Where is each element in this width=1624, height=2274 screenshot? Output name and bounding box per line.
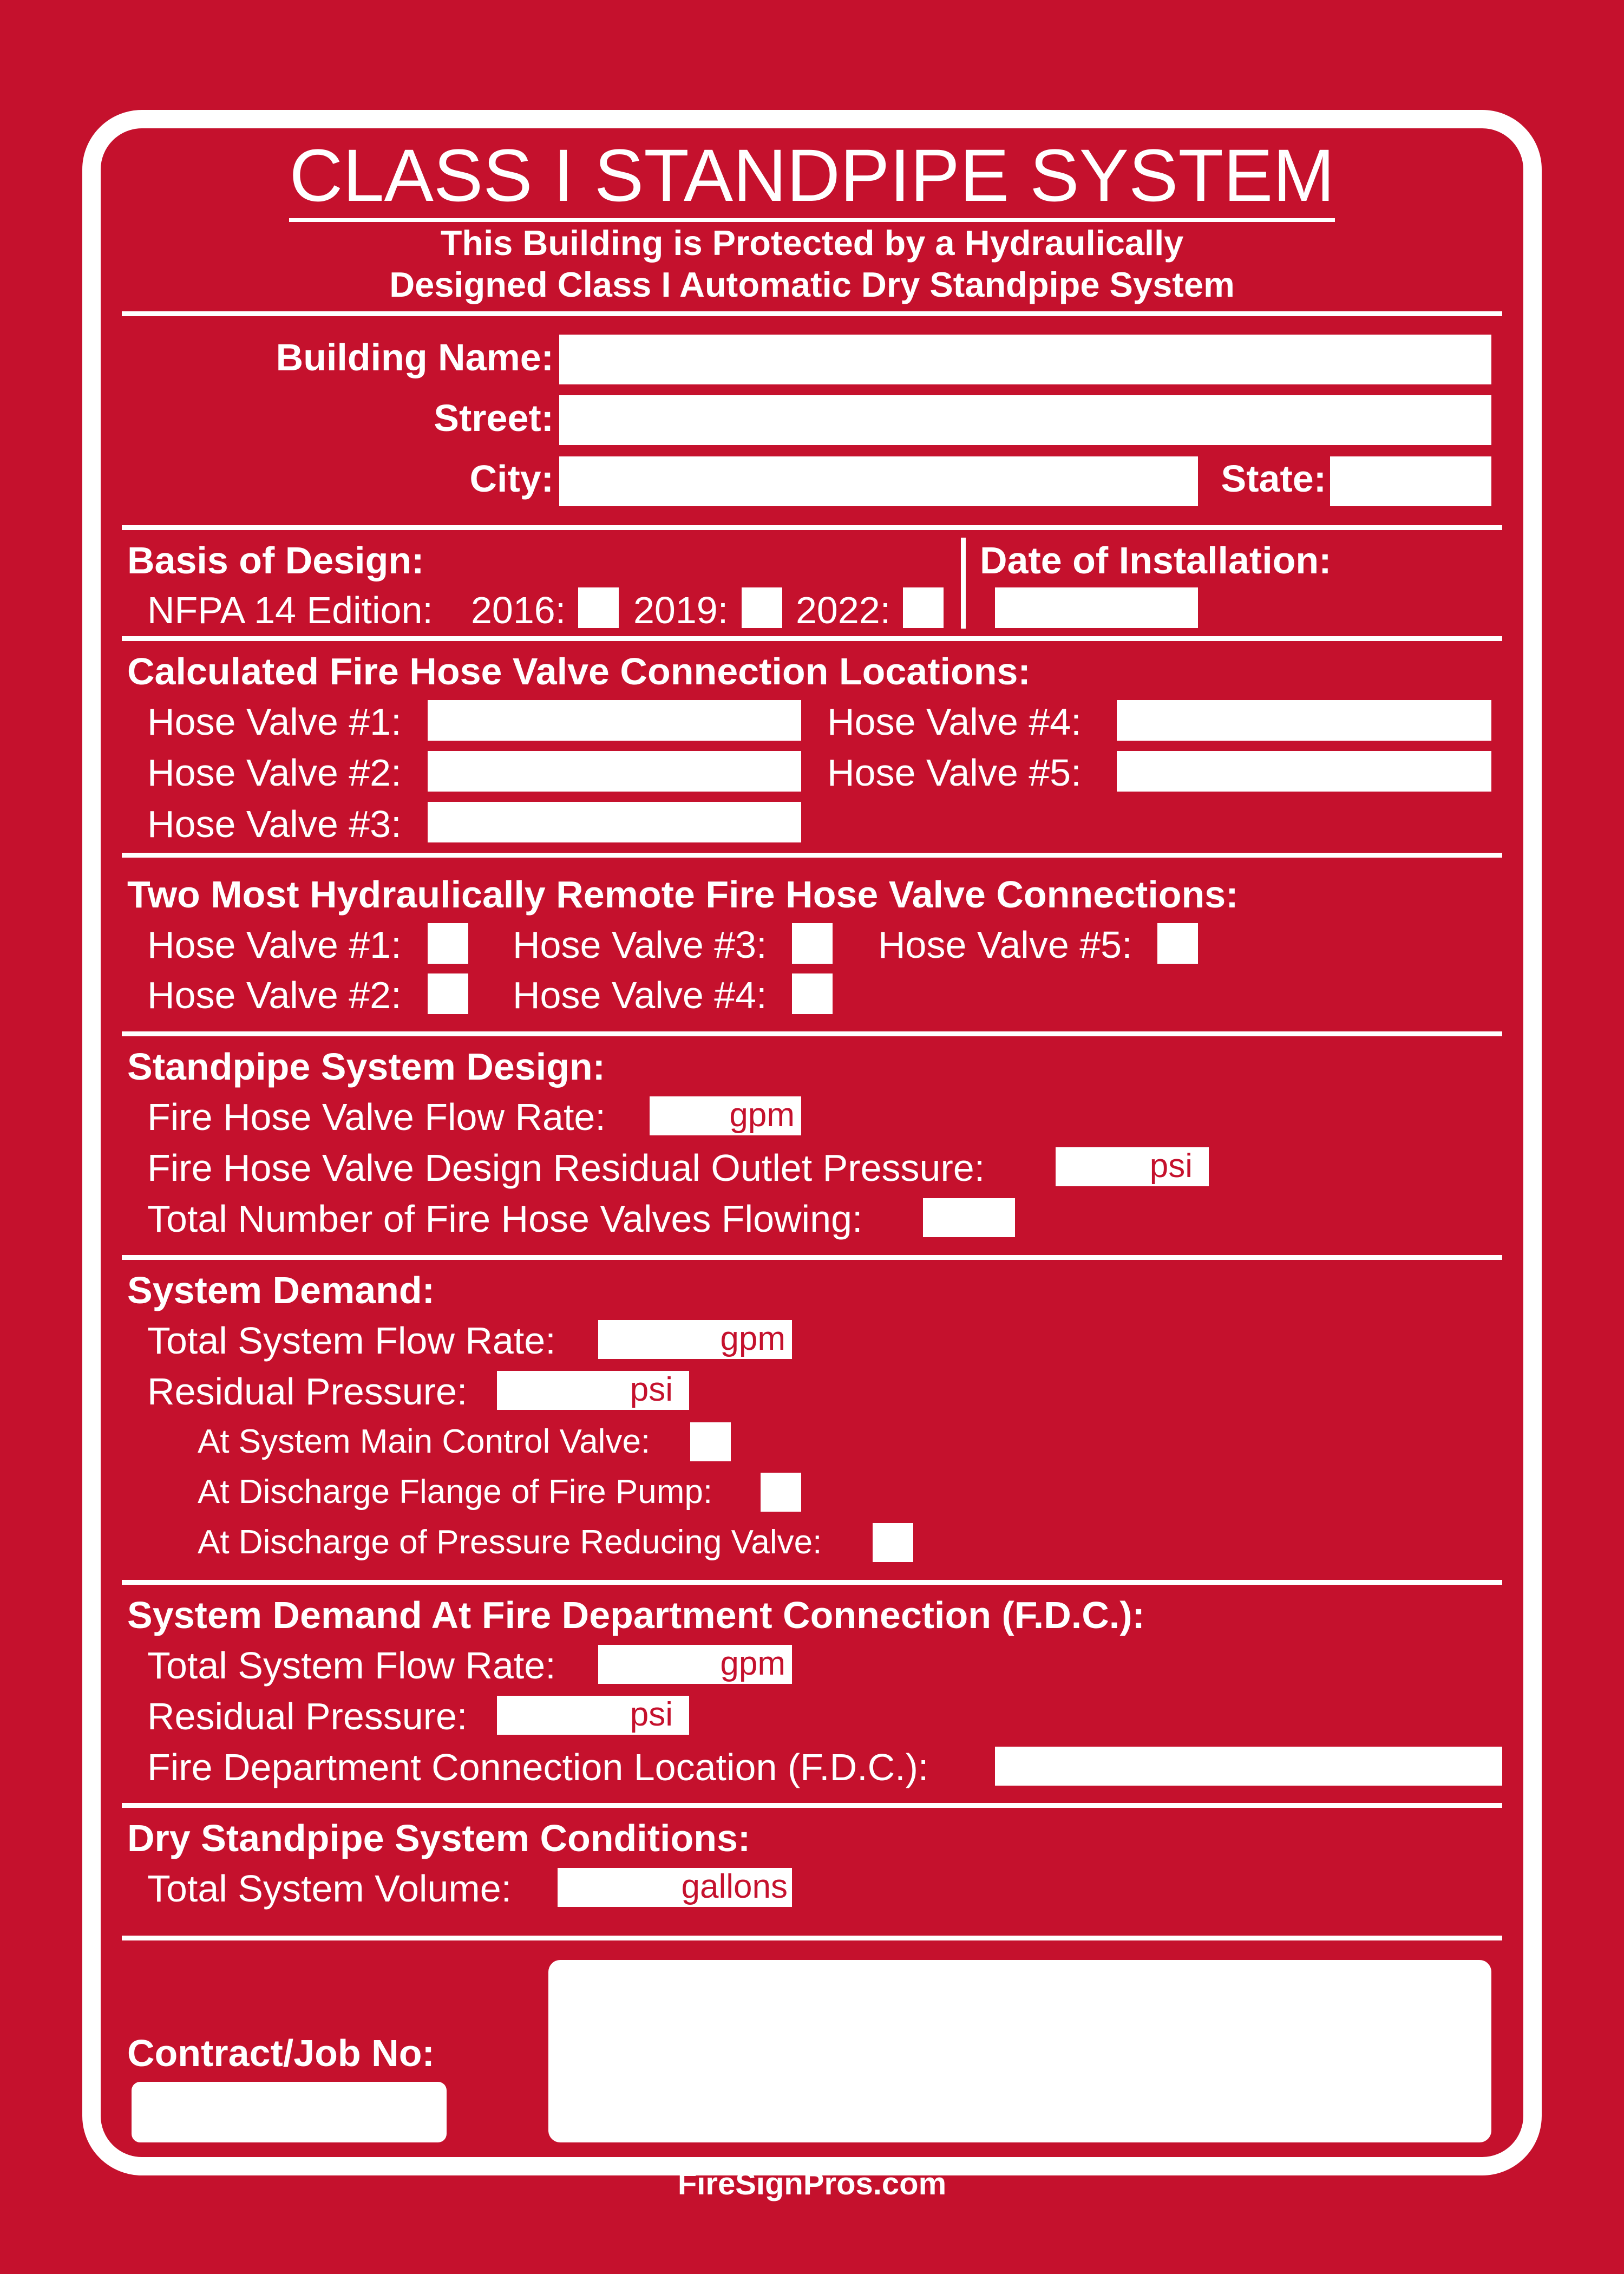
system-residual-pressure-label: Residual Pressure: [147, 1370, 468, 1413]
location-hose-valve-4-field[interactable] [1117, 700, 1491, 741]
sign-subtitle-line2: Designed Class I Automatic Dry Standpipe System [389, 265, 1235, 304]
fdc-flow-rate-field[interactable] [598, 1645, 792, 1684]
location-hose-valve-4-label: Hose Valve #4: [827, 701, 1082, 743]
residual-outlet-pressure-unit: psi [1149, 1147, 1193, 1185]
remote-hose-valve-1-checkbox[interactable] [428, 923, 468, 964]
vertical-divider [961, 538, 966, 629]
divider [122, 525, 1502, 530]
remote-connections-header: Two Most Hydraulically Remote Fire Hose Valve Connections: [127, 873, 1239, 916]
valves-flowing-label: Total Number of Fire Hose Valves Flowing: [147, 1198, 863, 1240]
pressure-reducing-valve-checkbox[interactable] [873, 1523, 913, 1562]
fdc-location-field[interactable] [995, 1747, 1502, 1786]
state-field[interactable] [1330, 456, 1491, 506]
residual-outlet-pressure-field[interactable] [1056, 1147, 1209, 1186]
divider [122, 311, 1502, 316]
valves-flowing-field[interactable] [923, 1198, 1015, 1237]
location-hose-valve-5-label: Hose Valve #5: [827, 752, 1082, 794]
fdc-flow-rate-unit: gpm [720, 1645, 785, 1682]
notes-panel[interactable] [548, 1960, 1491, 2142]
location-hose-valve-1-label: Hose Valve #1: [147, 701, 402, 743]
edition-2022-checkbox[interactable] [903, 587, 944, 628]
remote-hose-valve-2-label: Hose Valve #2: [147, 974, 402, 1016]
divider [122, 1803, 1502, 1808]
edition-2019-label: 2019: [633, 589, 729, 631]
divider [122, 636, 1502, 641]
sign-subtitle-line1: This Building is Protected by a Hydraulically [440, 223, 1184, 263]
sign-title [0, 133, 1624, 219]
system-flow-rate-unit: gpm [720, 1320, 785, 1357]
divider [122, 1031, 1502, 1036]
location-hose-valve-3-field[interactable] [428, 802, 801, 842]
divider [122, 853, 1502, 858]
sign-title-text: CLASS I STANDPIPE SYSTEM [289, 134, 1334, 222]
system-demand-header: System Demand: [127, 1269, 435, 1311]
location-hose-valve-2-field[interactable] [428, 751, 801, 792]
edition-2019-checkbox[interactable] [742, 587, 782, 628]
hose-valve-locations-header: Calculated Fire Hose Valve Connection Locations: [127, 650, 1031, 692]
contract-job-no-label: Contract/Job No: [127, 2032, 435, 2074]
remote-hose-valve-2-checkbox[interactable] [428, 973, 468, 1014]
street-label: Street: [434, 397, 554, 439]
remote-hose-valve-4-checkbox[interactable] [792, 973, 833, 1014]
edition-2022-label: 2022: [796, 589, 891, 631]
fdc-demand-header: System Demand At Fire Department Connection (F.D.C.): [127, 1594, 1145, 1636]
dry-conditions-header: Dry Standpipe System Conditions: [127, 1817, 751, 1859]
remote-hose-valve-1-label: Hose Valve #1: [147, 924, 402, 966]
fire-pump-checkbox[interactable] [761, 1473, 801, 1512]
fdc-residual-pressure-unit: psi [630, 1696, 673, 1733]
state-label: State: [1221, 458, 1326, 500]
fdc-location-label: Fire Department Connection Location (F.D.C.): [147, 1746, 929, 1788]
fdc-residual-pressure-label: Residual Pressure: [147, 1695, 468, 1737]
system-volume-label: Total System Volume: [147, 1867, 512, 1910]
nfpa-edition-label: NFPA 14 Edition: [147, 589, 433, 631]
building-name-field[interactable] [559, 335, 1491, 384]
city-label: City: [469, 458, 554, 500]
city-field[interactable] [559, 456, 1198, 506]
street-field[interactable] [559, 395, 1491, 445]
edition-2016-label: 2016: [471, 589, 566, 631]
footer-website: FireSignPros.com [677, 2166, 947, 2201]
system-residual-pressure-field[interactable] [497, 1371, 689, 1410]
system-volume-unit: gallons [681, 1868, 788, 1905]
location-hose-valve-1-field[interactable] [428, 700, 801, 741]
basis-of-design-header: Basis of Design: [127, 539, 424, 581]
flow-rate-label: Fire Hose Valve Flow Rate: [147, 1096, 606, 1138]
fdc-flow-rate-label: Total System Flow Rate: [147, 1644, 556, 1687]
remote-hose-valve-5-label: Hose Valve #5: [878, 924, 1132, 966]
system-flow-rate-label: Total System Flow Rate: [147, 1319, 556, 1362]
divider [122, 1255, 1502, 1260]
remote-hose-valve-5-checkbox[interactable] [1157, 923, 1198, 964]
main-control-valve-label: At System Main Control Valve: [198, 1423, 651, 1460]
system-flow-rate-field[interactable] [598, 1320, 792, 1359]
remote-hose-valve-4-label: Hose Valve #4: [513, 974, 767, 1016]
contract-job-no-field[interactable] [132, 2082, 447, 2142]
flow-rate-unit: gpm [729, 1096, 795, 1134]
date-of-installation-header: Date of Installation: [980, 539, 1332, 581]
remote-hose-valve-3-label: Hose Valve #3: [513, 924, 767, 966]
remote-hose-valve-3-checkbox[interactable] [792, 923, 833, 964]
divider [122, 1936, 1502, 1940]
standpipe-design-header: Standpipe System Design: [127, 1045, 605, 1088]
fdc-residual-pressure-field[interactable] [497, 1696, 689, 1735]
divider [122, 1580, 1502, 1585]
location-hose-valve-5-field[interactable] [1117, 751, 1491, 792]
location-hose-valve-3-label: Hose Valve #3: [147, 803, 402, 845]
edition-2016-checkbox[interactable] [578, 587, 619, 628]
location-hose-valve-2-label: Hose Valve #2: [147, 752, 402, 794]
system-residual-pressure-unit: psi [630, 1371, 673, 1408]
flow-rate-field[interactable] [650, 1096, 801, 1135]
system-volume-field[interactable] [558, 1868, 792, 1907]
date-of-installation-field[interactable] [995, 587, 1198, 628]
main-control-valve-checkbox[interactable] [690, 1422, 731, 1461]
residual-outlet-pressure-label: Fire Hose Valve Design Residual Outlet Pressure: [147, 1147, 985, 1189]
fire-pump-label: At Discharge Flange of Fire Pump: [198, 1473, 713, 1511]
pressure-reducing-valve-label: At Discharge of Pressure Reducing Valve: [198, 1524, 822, 1561]
building-name-label: Building Name: [276, 336, 554, 378]
